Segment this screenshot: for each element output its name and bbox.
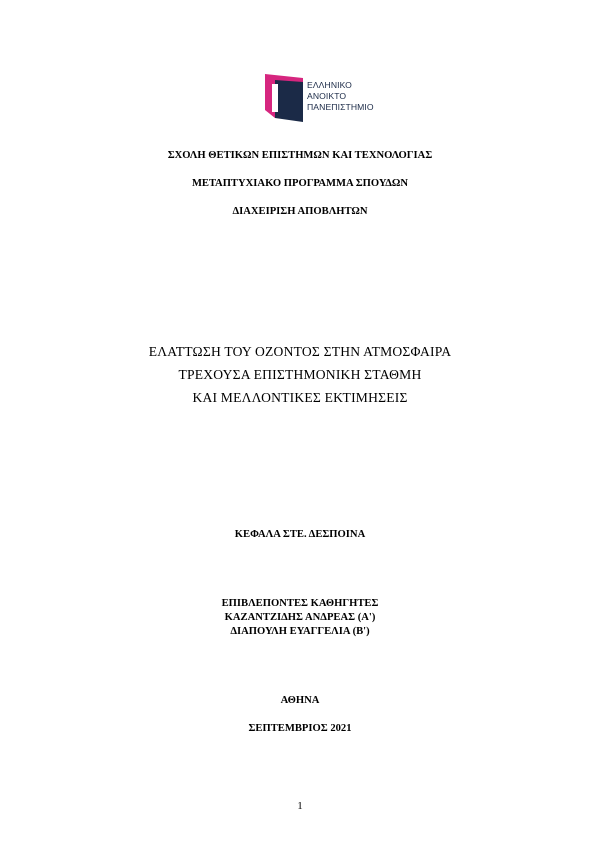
date: ΣΕΠΤΕΜΒΡΙΟΣ 2021 xyxy=(248,723,352,734)
thesis-title-line-1: ΕΛΑΤΤΩΣΗ ΤΟΥ ΟΖΟΝΤΟΣ ΣΤΗΝ ΑΤΜΟΣΦΑΙΡΑ xyxy=(148,344,452,359)
thesis-title-line-3: ΚΑΙ ΜΕΛΛΟΝΤΙΚΕΣ ΕΚΤΙΜΗΣΕΙΣ xyxy=(192,390,408,405)
supervisor-first: ΚΑΖΑΝΤΖΙΔΗΣ ΑΝΔΡΕΑΣ (Α') xyxy=(224,612,376,623)
specialization-name: ΔΙΑΧΕΙΡΙΣΗ ΑΠΟΒΛΗΤΩΝ xyxy=(232,206,368,217)
university-logo xyxy=(263,70,393,124)
logo-wordmark xyxy=(307,80,374,113)
author-name: ΚΕΦΑΛΑ ΣΤΕ. ΔΕΣΠΟΙΝΑ xyxy=(234,529,366,540)
page-number: 1 xyxy=(297,800,303,812)
university-emblem-icon xyxy=(263,70,305,124)
program-name: ΜΕΤΑΠΤΥΧΙΑΚΟ ΠΡΟΓΡΑΜΜΑ ΣΠΟΥΔΩΝ xyxy=(191,178,409,189)
logo-line-3: ΠΑΝΕΠΙΣΤΗΜΙΟ xyxy=(307,102,374,112)
supervisor-second: ΔΙΑΠΟΥΛΗ ΕΥΑΓΓΕΛΙΑ (Β') xyxy=(230,626,370,637)
place: ΑΘΗΝΑ xyxy=(280,695,320,706)
thesis-title-line-2: ΤΡΕΧΟΥΣΑ ΕΠΙΣΤΗΜΟΝΙΚΗ ΣΤΑΘΜΗ xyxy=(178,367,422,382)
logo-line-1: ΕΛΛΗΝΙΚΟ xyxy=(307,80,352,90)
school-name: ΣΧΟΛΗ ΘΕΤΙΚΩΝ ΕΠΙΣΤΗΜΩΝ ΚΑΙ ΤΕΧΝΟΛΟΓΙΑΣ xyxy=(167,150,433,161)
supervisors-heading: ΕΠΙΒΛΕΠΟΝΤΕΣ ΚΑΘΗΓΗΤΕΣ xyxy=(221,598,379,609)
logo-line-2: ΑΝΟΙΚΤΟ xyxy=(307,91,347,101)
